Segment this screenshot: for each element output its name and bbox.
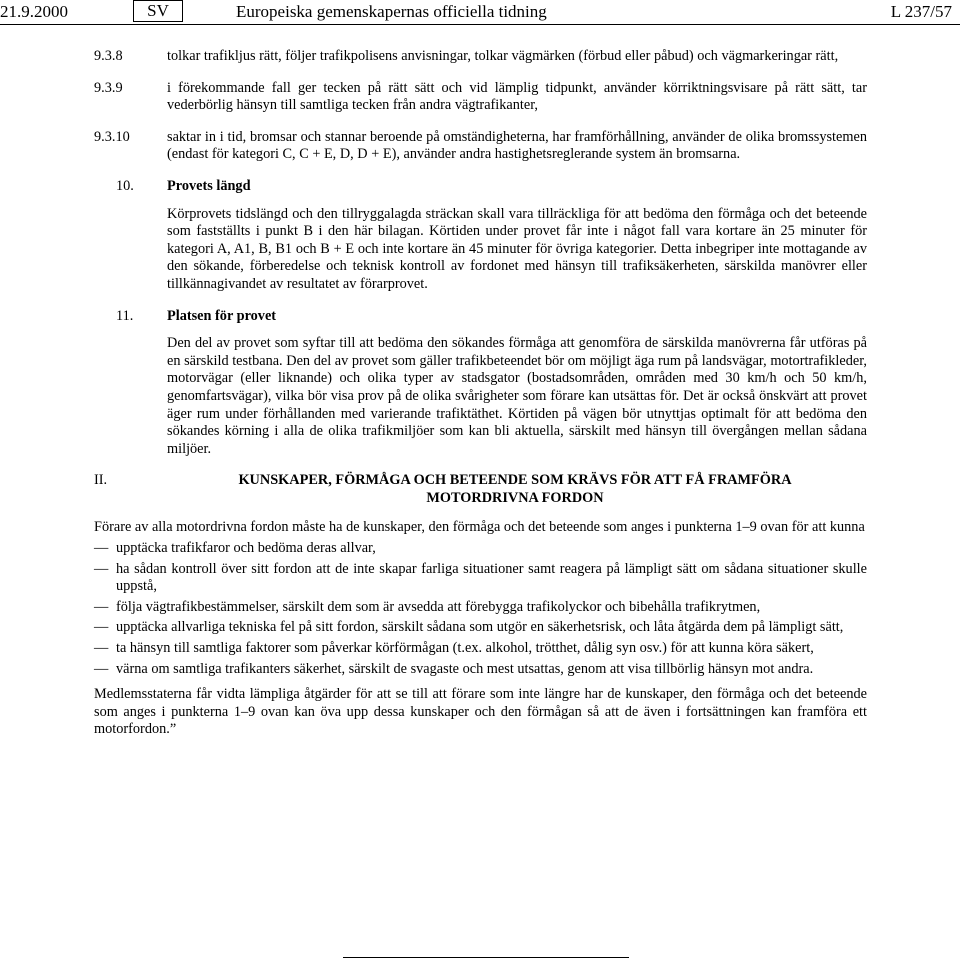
section-title: Platsen för provet bbox=[167, 307, 277, 324]
list-item-text: upptäcka trafikfaror och bedöma deras allvar, bbox=[116, 540, 376, 557]
list-item-text: värna om samtliga trafikanters säkerhet, särskilt de svagaste och mest utsattas, genom att visa tillbörlig hänsyn mot andra. bbox=[116, 660, 814, 677]
dash-marker: — bbox=[94, 560, 109, 577]
subitem-number: 9.3.10 bbox=[94, 128, 130, 145]
closing-paragraph: Medlemsstaterna får vidta lämpliga åtgärder för att se till att förare som inte längre har de kunskaper, den förmåga och det beteende som anges i punkterna 1–9 ovan kan öva upp dessa kunskaper och den förmågan så att de även i fortsättningen kan framföra ett motorfordon.” bbox=[94, 686, 867, 738]
list-item-text: ha sådan kontroll över sitt fordon att de inte skapar farliga situationer samt reagera på lämpligt sätt om sådana situationer skulle uppstå, bbox=[116, 560, 867, 595]
list-item bbox=[94, 619, 867, 637]
part-title: KUNSKAPER, FÖRMÅGA OCH BETEENDE SOM KRÄVS FÖR ATT FÅ FRAMFÖRA MOTORDRIVNA FORDON bbox=[238, 472, 792, 506]
page-number: L 237/57 bbox=[890, 2, 952, 21]
section-text: Körprovets tidslängd och den tillryggalagda sträckan skall vara tillräckliga för att bedöma den förmåga och det beteende som fastställts i punkt B i den här bilagan. Körtiden under provet får inte i något fall vara kortare än 25 minuter för kategori A, A1, B, B1 och B + E och inte kortare än 45 minuter för övriga kategorier. Detta inbegriper inte mottagande av den sökande, förberedelse och teknisk kontroll av fordonet med hänsyn till trafiksäkerheten, särskilda manövrer eller tillkännagivandet av resultatet av förarprovet. bbox=[167, 205, 867, 292]
subitem bbox=[0, 80, 960, 115]
subitem-number: 9.3.9 bbox=[94, 79, 123, 96]
dash-marker: — bbox=[94, 598, 109, 615]
journal-title: Europeiska gemenskapernas officiella tidning bbox=[236, 2, 547, 21]
subitem-number: 9.3.8 bbox=[94, 48, 123, 64]
section-provets-langd bbox=[0, 178, 960, 294]
list-item-text: upptäcka allvarliga tekniska fel på sitt fordon, särskilt sådana som utgör en säkerhetsrisk, och låta åtgärda dem på lämpligt sätt, bbox=[116, 619, 844, 636]
dash-marker: — bbox=[94, 640, 109, 657]
list-item bbox=[94, 599, 867, 617]
list-item bbox=[94, 661, 867, 679]
language-badge: SV bbox=[133, 0, 183, 22]
subitem-text: tolkar trafikljus rätt, följer trafikpolisens anvisningar, tolkar vägmärken (förbud eller påbud) och vägmarkeringar rätt, bbox=[167, 48, 839, 64]
part-number: II. bbox=[94, 472, 108, 489]
subitem-text: saktar in i tid, bromsar och stannar beroende på omständigheterna, har framförhållning, använder de olika bromssystemen (endast för kategori C, C + E, D, D + E), använder andra hastighetsreglerande system än bromsarna. bbox=[167, 128, 867, 163]
part-heading bbox=[0, 472, 960, 507]
document-body bbox=[0, 48, 960, 739]
section-number: 11. bbox=[116, 307, 134, 324]
list-item bbox=[94, 561, 867, 596]
list-item-text: följa vägtrafikbestämmelser, särskilt dem som är avsedda att förebygga trafikolyckor och bibehålla trafikrytmen, bbox=[116, 598, 761, 615]
section-title: Provets längd bbox=[167, 177, 251, 194]
footnote-rule bbox=[343, 957, 629, 958]
list-item-text: ta hänsyn till samtliga faktorer som påverkar körförmågan (t.ex. alkohol, trötthet, dålig syn osv.) för att kunna köra säkert, bbox=[116, 640, 814, 657]
page-header bbox=[0, 0, 960, 24]
subitem-text: i förekommande fall ger tecken på rätt sätt och vid lämplig tidpunkt, använder körriktningsvisare på rätt sätt, tar vederbörlig hänsyn till samtliga tecken från andra vägtrafikanter, bbox=[167, 79, 867, 114]
intro-paragraph: Förare av alla motordrivna fordon måste ha de kunskaper, den förmåga och det beteende som anges i punkterna 1–9 ovan för att kunna bbox=[94, 519, 865, 536]
header-rule bbox=[0, 24, 960, 25]
section-text: Den del av provet som syftar till att bedöma den sökandes förmåga att genomföra de särskilda manövrerna får utföras på en särskild testbana. Den del av provet som gäller trafikbeteendet bör om möjligt äga rum på landsvägar, motortrafikleder, motorvägar (eller liknande) och olika typer av stadsgator (bostadsområden, områden med 30 km/h och 50 km/h, genomfartsvägar), vilka bör visa prov på de olika svårigheter som förare kan utsättas för. Det är också önskvärt att provet äger rum under förhållanden med varierande trafiktäthet. Körtiden på vägen bör utnyttjas optimalt för att bedöma den sökandes körning i alla de olika trafikmiljöer som kan bli aktuella, särskilt med hänsyn till övergången mellan sådana miljöer. bbox=[167, 335, 867, 457]
subitem bbox=[0, 48, 960, 66]
section-number: 10. bbox=[116, 177, 134, 194]
list-item bbox=[94, 540, 867, 558]
dash-marker: — bbox=[94, 540, 109, 557]
subitem bbox=[0, 129, 960, 164]
header-date: 21.9.2000 bbox=[0, 2, 68, 21]
dash-marker: — bbox=[94, 619, 109, 636]
dash-marker: — bbox=[94, 660, 109, 677]
section-platsen-for-provet bbox=[0, 308, 960, 459]
list-item bbox=[94, 640, 867, 658]
